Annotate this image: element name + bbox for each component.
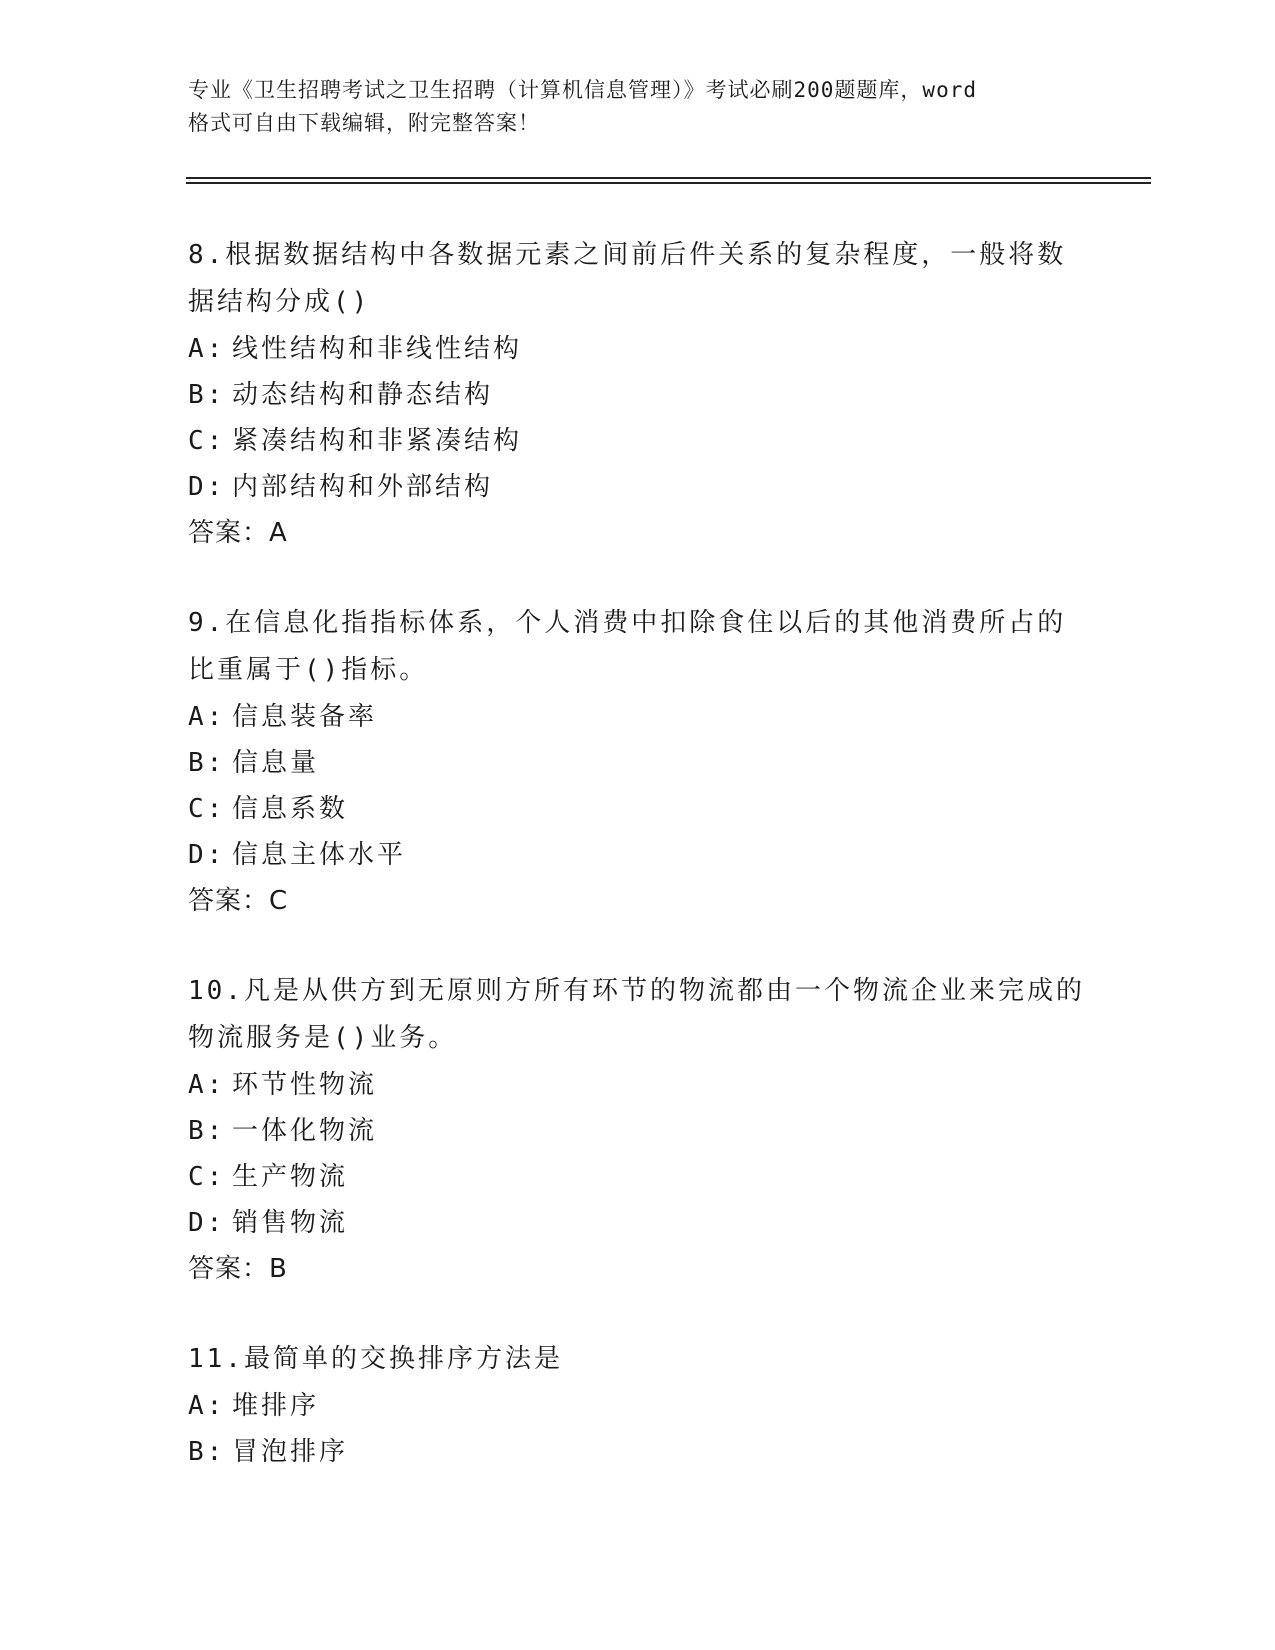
option-key: D: — [188, 1208, 226, 1238]
question-stem — [188, 968, 1088, 1062]
option-key: B: — [188, 380, 226, 410]
option-b — [188, 372, 1088, 418]
option-a — [188, 1383, 1088, 1429]
question-11 — [188, 1336, 1088, 1475]
option-a — [188, 694, 1088, 740]
option-text: 动态结构和静态结构 — [232, 380, 494, 410]
option-text: 信息主体水平 — [232, 840, 407, 870]
option-key: D: — [188, 472, 226, 502]
option-b — [188, 1429, 1088, 1475]
question-stem — [188, 1336, 1088, 1383]
option-key: D: — [188, 840, 226, 870]
option-text: 信息量 — [232, 748, 320, 778]
option-text: 紧凑结构和非紧凑结构 — [232, 426, 523, 456]
option-key: B: — [188, 1116, 226, 1146]
option-text: 信息装备率 — [232, 702, 378, 732]
option-text: 生产物流 — [232, 1162, 349, 1192]
header-line-2: 格式可自由下载编辑，附完整答案！ — [188, 111, 540, 135]
question-list — [188, 232, 1088, 1519]
question-9 — [188, 600, 1088, 924]
option-c — [188, 418, 1088, 464]
header-rule-bottom — [186, 182, 1151, 184]
option-key: C: — [188, 426, 226, 456]
option-text: 线性结构和非线性结构 — [232, 334, 523, 364]
question-10 — [188, 968, 1088, 1292]
stem-line-2: 据结构分成() — [188, 287, 371, 317]
option-key: A: — [188, 1070, 226, 1100]
option-key: A: — [188, 702, 226, 732]
option-b — [188, 740, 1088, 786]
option-text: 内部结构和外部结构 — [232, 472, 494, 502]
answer-line: 答案：B — [188, 1254, 288, 1284]
header-rule-top — [186, 177, 1151, 179]
option-key: A: — [188, 334, 226, 364]
option-d — [188, 464, 1088, 510]
header-line-1: 专业《卫生招聘考试之卫生招聘（计算机信息管理）》考试必刷200题题库，word — [188, 78, 977, 102]
stem-line-2: 物流服务是()业务。 — [188, 1023, 458, 1053]
option-key: A: — [188, 1391, 226, 1421]
option-c — [188, 786, 1088, 832]
option-a — [188, 326, 1088, 372]
option-key: B: — [188, 748, 226, 778]
stem-line-1: 11.最简单的交换排序方法是 — [188, 1344, 563, 1374]
option-text: 环节性物流 — [232, 1070, 378, 1100]
option-d — [188, 832, 1088, 878]
option-text: 销售物流 — [232, 1208, 349, 1238]
document-header — [188, 74, 1088, 140]
option-c — [188, 1154, 1088, 1200]
option-text: 冒泡排序 — [232, 1437, 349, 1467]
option-text: 信息系数 — [232, 794, 349, 824]
question-8 — [188, 232, 1088, 556]
option-text: 一体化物流 — [232, 1116, 378, 1146]
stem-line-1: 8.根据数据结构中各数据元素之间前后件关系的复杂程度，一般将数 — [188, 240, 1067, 270]
option-key: C: — [188, 1162, 226, 1192]
question-stem — [188, 232, 1088, 326]
option-a — [188, 1062, 1088, 1108]
stem-line-2: 比重属于()指标。 — [188, 655, 429, 685]
option-key: B: — [188, 1437, 226, 1467]
stem-line-1: 10.凡是从供方到无原则方所有环节的物流都由一个物流企业来完成的 — [188, 976, 1085, 1006]
answer-line: 答案：A — [188, 518, 288, 548]
option-b — [188, 1108, 1088, 1154]
question-stem — [188, 600, 1088, 694]
option-key: C: — [188, 794, 226, 824]
option-text: 堆排序 — [232, 1391, 320, 1421]
option-d — [188, 1200, 1088, 1246]
answer-line: 答案：C — [188, 886, 289, 916]
stem-line-1: 9.在信息化指指标体系，个人消费中扣除食住以后的其他消费所占的 — [188, 608, 1067, 638]
